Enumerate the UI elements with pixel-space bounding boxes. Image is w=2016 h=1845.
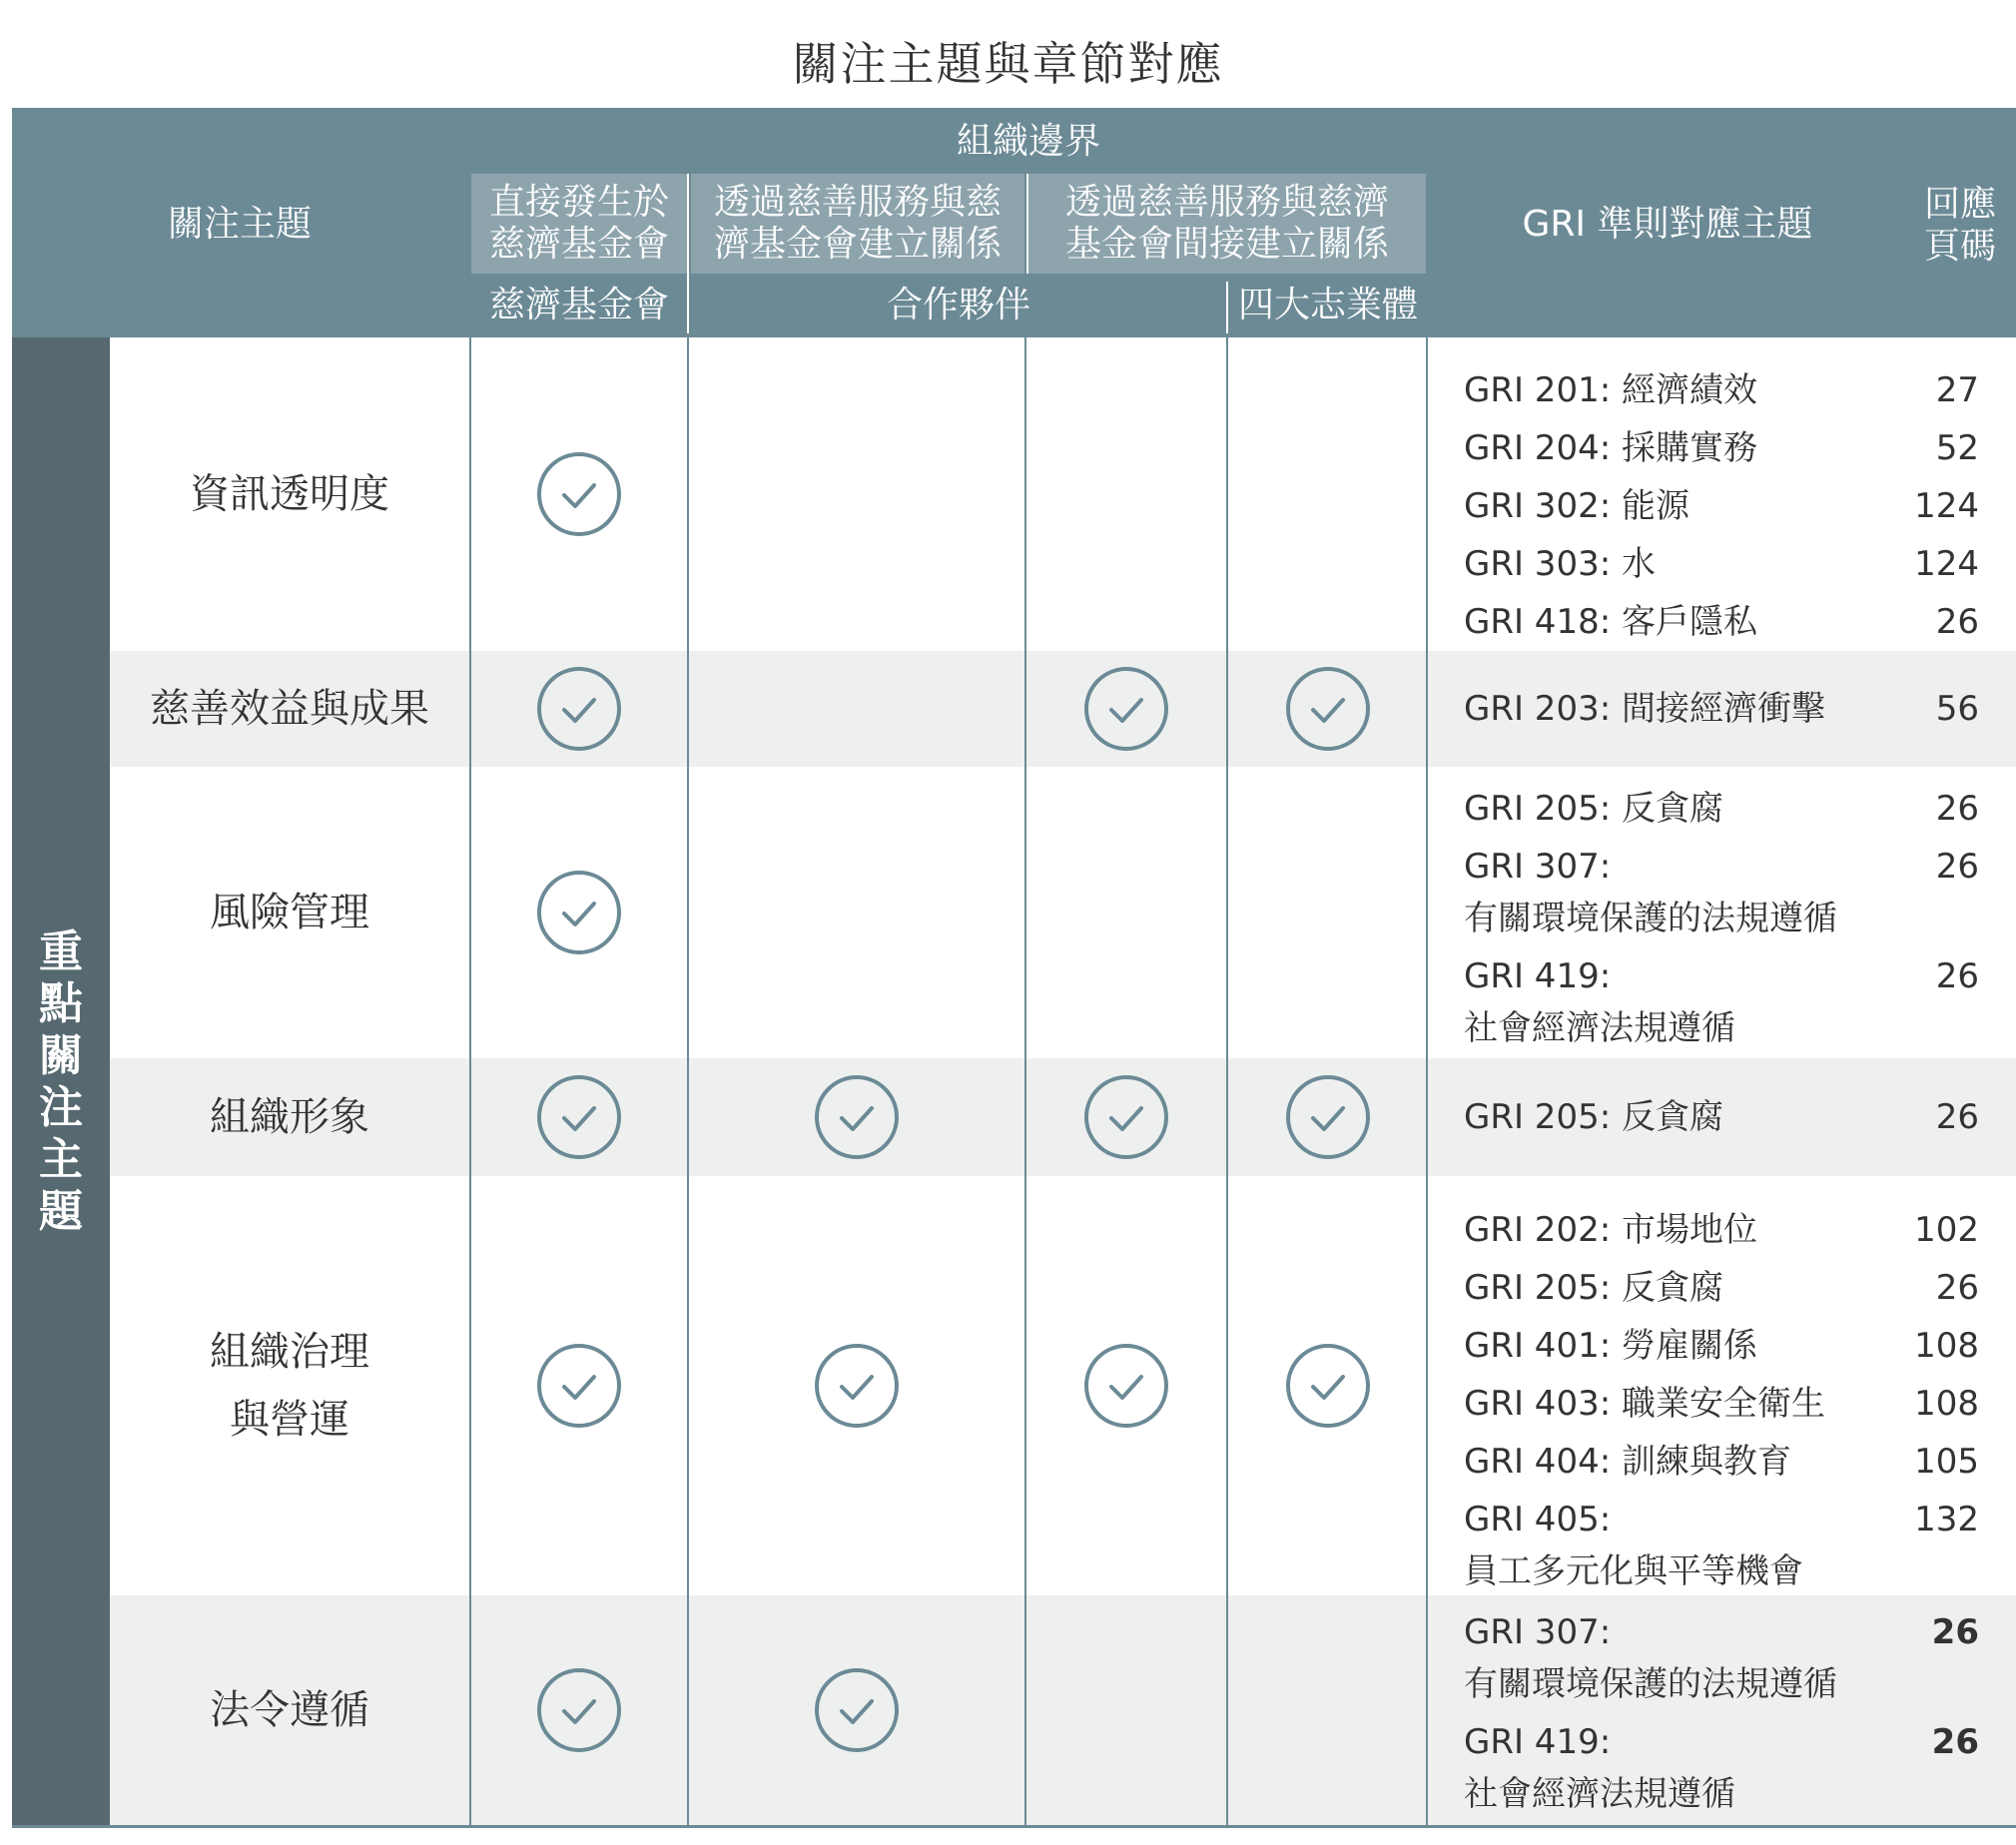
row-topic-line: 組織治理 bbox=[210, 1329, 369, 1375]
page-number: 52 bbox=[1935, 428, 1979, 468]
gri-entry bbox=[1464, 1716, 2003, 1820]
gri-line: GRI 405: bbox=[1464, 1500, 1612, 1539]
gri-line: GRI 404: 訓練與教育 bbox=[1464, 1442, 1791, 1482]
gri-line: GRI 201: 經濟績效 bbox=[1464, 370, 1757, 410]
column-divider bbox=[469, 337, 471, 1827]
gri-entry bbox=[1464, 683, 2003, 735]
gri-line: GRI 418: 客戶隱私 bbox=[1464, 602, 1757, 642]
check-circle-icon bbox=[1083, 1074, 1169, 1160]
gri-line: 有關環境保護的法規遵循 bbox=[1464, 899, 1837, 938]
page-number: 26 bbox=[1931, 1722, 1979, 1762]
row-topic bbox=[110, 1176, 469, 1595]
gri-entry bbox=[1464, 1436, 2003, 1488]
header-page-label: 回應頁碼 bbox=[1923, 184, 1996, 267]
page-number: 124 bbox=[1914, 544, 1979, 584]
header-page bbox=[1907, 176, 2013, 276]
gri-entry bbox=[1464, 480, 2003, 532]
gri-line: GRI 203: 間接經濟衝擊 bbox=[1464, 689, 1825, 729]
page-number: 26 bbox=[1935, 789, 1979, 829]
gri-line: GRI 419: bbox=[1464, 956, 1612, 996]
check-circle-icon bbox=[536, 1074, 622, 1160]
header-sub-indirect bbox=[1028, 174, 1426, 274]
gri-entry bbox=[1464, 1378, 2003, 1430]
row-topic-label bbox=[210, 1318, 369, 1454]
gri-entry bbox=[1464, 783, 2003, 835]
page-number: 26 bbox=[1935, 1268, 1979, 1308]
gri-entry bbox=[1464, 1262, 2003, 1314]
gri-line: 社會經濟法規遵循 bbox=[1464, 1774, 1735, 1814]
header-group-partners: 合作夥伴 bbox=[886, 285, 1030, 325]
row-topic bbox=[110, 337, 469, 651]
row-topic bbox=[110, 1058, 469, 1176]
column-divider bbox=[1226, 337, 1228, 1827]
check-circle-icon bbox=[536, 451, 622, 537]
header-group-foundation: 慈濟基金會 bbox=[488, 285, 669, 325]
gri-line: GRI 307: bbox=[1464, 847, 1612, 887]
header-divider bbox=[1026, 174, 1028, 274]
page-number: 26 bbox=[1935, 1097, 1979, 1137]
page-number: 108 bbox=[1914, 1326, 1979, 1366]
page-number: 124 bbox=[1914, 486, 1979, 526]
gri-line: GRI 204: 採購實務 bbox=[1464, 428, 1757, 468]
row-topic bbox=[110, 767, 469, 1058]
page-number: 26 bbox=[1931, 1612, 1979, 1652]
header-gri: GRI 準則對應主題 bbox=[1522, 204, 1813, 245]
check-circle-icon bbox=[536, 1667, 622, 1753]
gri-entry bbox=[1464, 1606, 2003, 1710]
gri-entry bbox=[1464, 950, 2003, 1054]
gri-line: 有關環境保護的法規遵循 bbox=[1464, 1664, 1837, 1704]
column-divider bbox=[687, 337, 689, 1827]
page-number: 26 bbox=[1935, 956, 1979, 996]
gri-entry bbox=[1464, 1320, 2003, 1372]
gri-entry bbox=[1464, 596, 2003, 648]
side-label-bar bbox=[12, 337, 110, 1827]
page-number: 105 bbox=[1914, 1442, 1979, 1482]
gri-line: GRI 403: 職業安全衛生 bbox=[1464, 1384, 1825, 1424]
row-topic-label: 風險管理 bbox=[210, 890, 369, 935]
header-sub-indirect-label: 透過慈善服務與慈濟基金會間接建立關係 bbox=[1064, 182, 1389, 265]
gri-entry bbox=[1464, 1494, 2003, 1597]
page-title: 關注主題與章節對應 bbox=[792, 37, 1224, 91]
page-number: 26 bbox=[1935, 847, 1979, 887]
header-divider bbox=[1226, 282, 1228, 333]
check-circle-icon bbox=[1285, 666, 1371, 752]
row-topic-label: 組織形象 bbox=[210, 1094, 369, 1140]
header-group-missions: 四大志業體 bbox=[1237, 285, 1418, 325]
check-circle-icon bbox=[814, 1074, 900, 1160]
gri-entry bbox=[1464, 364, 2003, 416]
page-number: 27 bbox=[1935, 370, 1979, 410]
check-circle-icon bbox=[1083, 1343, 1169, 1429]
gri-line: GRI 419: bbox=[1464, 1722, 1612, 1762]
check-circle-icon bbox=[1285, 1343, 1371, 1429]
check-circle-icon bbox=[814, 1343, 900, 1429]
row-topic-label: 資訊透明度 bbox=[190, 471, 389, 517]
gri-line: GRI 302: 能源 bbox=[1464, 486, 1689, 526]
row-topic bbox=[110, 651, 469, 767]
header-sub-direct bbox=[471, 174, 687, 274]
gri-entry bbox=[1464, 841, 2003, 944]
header-sub-through bbox=[691, 174, 1024, 274]
gri-line: 員工多元化與平等機會 bbox=[1464, 1551, 1803, 1591]
check-circle-icon bbox=[1285, 1074, 1371, 1160]
gri-line: GRI 205: 反貪腐 bbox=[1464, 1268, 1723, 1308]
gri-entry bbox=[1464, 1091, 2003, 1143]
header-org-boundary: 組織邊界 bbox=[956, 121, 1100, 162]
page-number: 102 bbox=[1914, 1210, 1979, 1250]
gri-line: GRI 401: 勞雇關係 bbox=[1464, 1326, 1757, 1366]
gri-line: GRI 303: 水 bbox=[1464, 544, 1656, 584]
header-divider bbox=[687, 174, 689, 333]
page-number: 132 bbox=[1914, 1500, 1979, 1539]
header-sub-through-label: 透過慈善服務與慈濟基金會建立關係 bbox=[713, 182, 1002, 265]
gri-line: GRI 202: 市場地位 bbox=[1464, 1210, 1757, 1250]
page-number: 26 bbox=[1935, 602, 1979, 642]
gri-line: 社會經濟法規遵循 bbox=[1464, 1008, 1735, 1048]
gri-line: GRI 205: 反貪腐 bbox=[1464, 1097, 1723, 1137]
header-sub-direct-label: 直接發生於慈濟基金會 bbox=[488, 182, 669, 265]
column-divider bbox=[1426, 337, 1428, 1827]
check-circle-icon bbox=[1083, 666, 1169, 752]
row-topic-label: 法令遵循 bbox=[210, 1687, 369, 1733]
side-label: 重點關注主題 bbox=[39, 926, 83, 1237]
gri-entry bbox=[1464, 538, 2003, 590]
gri-entry bbox=[1464, 422, 2003, 474]
row-topic bbox=[110, 1595, 469, 1825]
check-circle-icon bbox=[536, 870, 622, 955]
check-circle-icon bbox=[814, 1667, 900, 1753]
page-number: 56 bbox=[1935, 689, 1979, 729]
table-bottom-border bbox=[12, 1825, 2016, 1828]
column-divider bbox=[1024, 337, 1026, 1827]
page-number: 108 bbox=[1914, 1384, 1979, 1424]
check-circle-icon bbox=[536, 1343, 622, 1429]
header-topic: 關注主題 bbox=[167, 204, 312, 245]
gri-line: GRI 205: 反貪腐 bbox=[1464, 789, 1723, 829]
check-circle-icon bbox=[536, 666, 622, 752]
gri-entry bbox=[1464, 1204, 2003, 1256]
row-topic-line: 與營運 bbox=[230, 1397, 349, 1443]
gri-line: GRI 307: bbox=[1464, 1612, 1612, 1652]
row-topic-label: 慈善效益與成果 bbox=[150, 686, 429, 732]
